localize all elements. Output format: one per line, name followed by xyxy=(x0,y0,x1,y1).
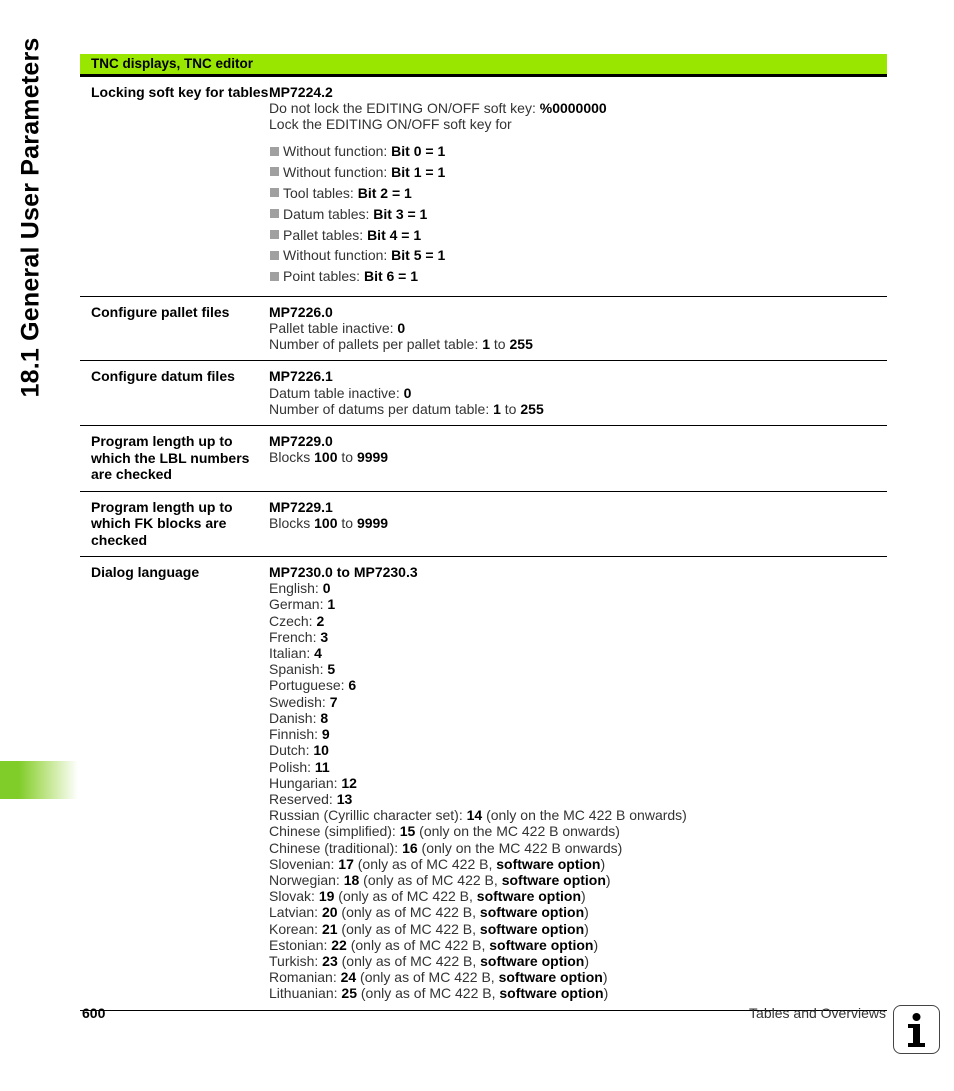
item-text: Datum tables: xyxy=(283,205,370,222)
table-row xyxy=(80,361,887,426)
list-item xyxy=(269,937,887,953)
language-name: Hungarian: xyxy=(269,774,342,791)
list-item xyxy=(269,807,887,823)
language-name: Danish: xyxy=(269,709,321,726)
page-number: 600 xyxy=(82,1005,106,1021)
language-name: Italian: xyxy=(269,645,315,662)
content-line xyxy=(269,385,887,401)
language-code: 14 xyxy=(466,807,483,824)
bullet-square-icon xyxy=(270,251,279,260)
machine-parameter: MP7226.0 xyxy=(269,303,333,320)
language-code: 6 xyxy=(348,677,357,694)
bullet-square-icon xyxy=(270,230,279,239)
list-item xyxy=(269,823,887,839)
language-code: 24 xyxy=(340,969,357,986)
range-min: 100 xyxy=(314,514,338,531)
language-name: English: xyxy=(269,580,323,597)
machine-parameter: MP7224.2 xyxy=(269,84,333,100)
item-value: Bit 2 = 1 xyxy=(357,184,412,201)
language-name: Slovak: xyxy=(269,888,319,905)
software-option: software option xyxy=(496,855,601,872)
language-note: (only as of MC 422 B, xyxy=(337,904,480,921)
list-item xyxy=(269,580,887,596)
content-line xyxy=(269,401,887,417)
row-content xyxy=(269,368,887,417)
language-name: Portuguese: xyxy=(269,677,349,694)
row-content xyxy=(269,304,887,353)
language-note: (only on the MC 422 B onwards) xyxy=(482,807,687,824)
bit-list xyxy=(269,141,887,287)
language-name: Chinese (traditional): xyxy=(269,839,403,856)
row-label: Configure pallet files xyxy=(91,303,230,320)
language-code: 10 xyxy=(313,742,329,759)
language-note: (only as of MC 422 B, xyxy=(359,871,502,888)
list-item xyxy=(269,840,887,856)
list-item xyxy=(269,629,887,645)
line-text: Datum table inactive: xyxy=(269,384,404,401)
language-code: 4 xyxy=(314,645,322,662)
line-text: Number of datums per datum table: xyxy=(269,400,494,417)
content-line xyxy=(269,336,887,352)
note-close: ) xyxy=(584,920,589,937)
table-row xyxy=(80,557,887,1010)
row-content xyxy=(269,433,887,483)
language-code: 19 xyxy=(318,888,335,905)
machine-parameter: MP7229.0 xyxy=(269,433,333,450)
list-item xyxy=(269,904,887,920)
language-code: 0 xyxy=(322,580,331,597)
range-min: 100 xyxy=(314,449,338,466)
note-close: ) xyxy=(593,936,599,953)
list-item xyxy=(269,694,887,710)
note-close: ) xyxy=(584,904,589,921)
chapter-tab-marker xyxy=(0,761,78,799)
section-name: Tables and Overviews xyxy=(749,1005,886,1021)
list-item xyxy=(269,921,887,937)
language-note: (only as of MC 422 B, xyxy=(346,936,490,953)
item-text: Without function: xyxy=(283,163,388,180)
range-min: 1 xyxy=(493,400,501,417)
row-content xyxy=(269,564,887,1001)
software-option: software option xyxy=(498,969,603,986)
table-row xyxy=(80,426,887,492)
range-max: 255 xyxy=(509,336,533,353)
row-label: Program length up to which FK blocks are checked xyxy=(91,498,233,548)
range-separator: to xyxy=(500,400,521,417)
list-item xyxy=(269,759,887,775)
list-item xyxy=(269,661,887,677)
line-text: Blocks xyxy=(269,514,315,531)
item-value: Bit 6 = 1 xyxy=(363,268,419,285)
row-content xyxy=(269,84,887,287)
language-name: Turkish: xyxy=(269,952,323,969)
language-code: 12 xyxy=(341,774,357,791)
line-text: Pallet table inactive: xyxy=(269,320,398,337)
language-code: 9 xyxy=(321,726,330,743)
content-line xyxy=(269,449,887,465)
line-value: 0 xyxy=(397,320,406,337)
language-name: Latvian: xyxy=(269,904,322,921)
list-item xyxy=(269,645,887,661)
language-code: 11 xyxy=(314,758,330,775)
line-text: Blocks xyxy=(269,449,315,466)
note-close: ) xyxy=(605,871,611,888)
bullet-square-icon xyxy=(270,209,279,218)
language-note: (only as of MC 422 B, xyxy=(337,952,481,969)
language-name: Chinese (simplified): xyxy=(269,823,400,840)
parameter-table xyxy=(80,54,887,1011)
item-value: Bit 0 = 1 xyxy=(391,142,446,159)
list-item xyxy=(269,791,887,807)
list-item xyxy=(269,856,887,872)
machine-parameter: MP7229.1 xyxy=(269,498,333,515)
language-code: 2 xyxy=(316,612,325,629)
info-icon xyxy=(893,1005,940,1054)
info-glyph-icon xyxy=(894,1006,938,1052)
language-code: 8 xyxy=(320,709,329,726)
note-close: ) xyxy=(602,969,608,986)
note-close: ) xyxy=(603,985,609,1002)
range-separator: to xyxy=(337,449,357,466)
list-item xyxy=(269,266,887,287)
row-label: Configure datum files xyxy=(91,368,235,385)
item-text: Without function: xyxy=(283,247,388,264)
bullet-square-icon xyxy=(270,272,279,281)
line-value: %0000000 xyxy=(539,100,607,117)
language-note: (only as of MC 422 B, xyxy=(353,855,497,872)
list-item xyxy=(269,726,887,742)
list-item xyxy=(269,969,887,985)
item-value: Bit 3 = 1 xyxy=(373,205,428,222)
item-text: Pallet tables: xyxy=(283,226,364,243)
language-code: 7 xyxy=(329,693,338,710)
language-list xyxy=(269,580,887,1001)
list-item xyxy=(269,596,887,612)
line-text: Number of pallets per pallet table: xyxy=(269,336,483,353)
language-name: Norwegian: xyxy=(269,871,344,888)
list-item xyxy=(269,710,887,726)
software-option: software option xyxy=(489,936,594,953)
language-name: Lithuanian: xyxy=(269,985,342,1002)
chapter-title-text: 18.1 General User Parameters xyxy=(16,37,45,397)
row-label: Program length up to which the LBL numbers are checked xyxy=(91,433,250,483)
row-label: Dialog language xyxy=(91,564,200,581)
content-line xyxy=(269,100,887,116)
language-note: (only on the MC 422 B onwards) xyxy=(417,839,623,856)
table-row xyxy=(80,77,887,297)
language-code: 25 xyxy=(341,985,357,1002)
list-item xyxy=(269,742,887,758)
line-text: Do not lock the EDITING ON/OFF soft key: xyxy=(269,100,540,117)
bullet-square-icon xyxy=(270,167,279,176)
language-code: 15 xyxy=(399,823,416,840)
language-note: (only as of MC 422 B, xyxy=(356,969,499,986)
note-close: ) xyxy=(600,855,606,872)
list-item xyxy=(269,888,887,904)
note-close: ) xyxy=(581,888,586,905)
list-item xyxy=(269,162,887,183)
item-text: Tool tables: xyxy=(283,184,354,201)
table-row xyxy=(80,492,887,558)
software-option: software option xyxy=(499,985,604,1002)
language-note: (only on the MC 422 B onwards) xyxy=(415,823,620,840)
row-label: Locking soft key for tables xyxy=(91,84,269,100)
item-value: Bit 1 = 1 xyxy=(391,163,446,180)
row-content xyxy=(269,499,887,549)
language-name: French: xyxy=(269,628,321,645)
list-item xyxy=(269,613,887,629)
machine-parameter: MP7230.0 to MP7230.3 xyxy=(269,564,418,581)
language-note: (only as of MC 422 B, xyxy=(334,888,477,905)
language-name: Slovenian: xyxy=(269,855,339,872)
software-option: software option xyxy=(479,920,585,937)
list-item xyxy=(269,953,887,969)
language-code: 23 xyxy=(322,952,338,969)
bullet-square-icon xyxy=(270,188,279,197)
side-chapter-title xyxy=(13,37,49,397)
software-option: software option xyxy=(501,871,606,888)
language-name: Swedish: xyxy=(269,693,330,710)
list-item xyxy=(269,203,887,224)
range-max: 9999 xyxy=(356,514,389,531)
list-item xyxy=(269,141,887,162)
software-option: software option xyxy=(480,952,585,969)
machine-parameter: MP7226.1 xyxy=(269,368,333,385)
language-name: Finnish: xyxy=(269,726,322,743)
table-header: TNC displays, TNC editor xyxy=(80,54,887,77)
list-item xyxy=(269,775,887,791)
language-code: 18 xyxy=(343,871,360,888)
range-min: 1 xyxy=(482,336,491,353)
table-row xyxy=(80,297,887,362)
range-max: 9999 xyxy=(356,449,389,466)
item-value: Bit 4 = 1 xyxy=(367,226,422,243)
language-name: Estonian: xyxy=(269,936,332,953)
language-code: 16 xyxy=(402,839,418,856)
item-value: Bit 5 = 1 xyxy=(391,247,446,264)
language-code: 20 xyxy=(321,904,338,921)
language-name: Czech: xyxy=(269,612,317,629)
language-note: (only as of MC 422 B, xyxy=(356,985,500,1002)
note-close: ) xyxy=(584,952,590,969)
software-option: software option xyxy=(476,888,582,905)
language-name: Romanian: xyxy=(269,969,341,986)
line-value: 0 xyxy=(403,384,412,401)
content-line: Lock the EDITING ON/OFF soft key for xyxy=(269,116,512,133)
content-line xyxy=(269,320,887,336)
language-code: 5 xyxy=(327,661,336,678)
bullet-square-icon xyxy=(270,147,279,156)
list-item xyxy=(269,872,887,888)
language-code: 17 xyxy=(338,855,354,872)
software-option: software option xyxy=(479,904,585,921)
language-code: 1 xyxy=(327,596,336,613)
content-line xyxy=(269,515,887,531)
language-note: (only as of MC 422 B, xyxy=(337,920,480,937)
list-item xyxy=(269,182,887,203)
item-text: Without function: xyxy=(283,142,388,159)
language-code: 21 xyxy=(321,920,338,937)
language-name: Russian (Cyrillic character set): xyxy=(269,807,467,824)
list-item xyxy=(269,985,887,1001)
range-separator: to xyxy=(490,336,510,353)
language-name: Polish: xyxy=(269,758,315,775)
list-item xyxy=(269,224,887,245)
language-code: 13 xyxy=(336,790,353,807)
range-separator: to xyxy=(337,514,357,531)
item-text: Point tables: xyxy=(283,268,361,285)
language-name: Korean: xyxy=(269,920,322,937)
language-code: 3 xyxy=(320,628,329,645)
language-name: Spanish: xyxy=(269,661,328,678)
language-code: 22 xyxy=(331,936,347,953)
language-name: German: xyxy=(269,596,328,613)
language-name: Reserved: xyxy=(269,790,337,807)
list-item xyxy=(269,677,887,693)
range-max: 255 xyxy=(520,400,544,417)
language-name: Dutch: xyxy=(269,742,314,759)
list-item xyxy=(269,245,887,266)
